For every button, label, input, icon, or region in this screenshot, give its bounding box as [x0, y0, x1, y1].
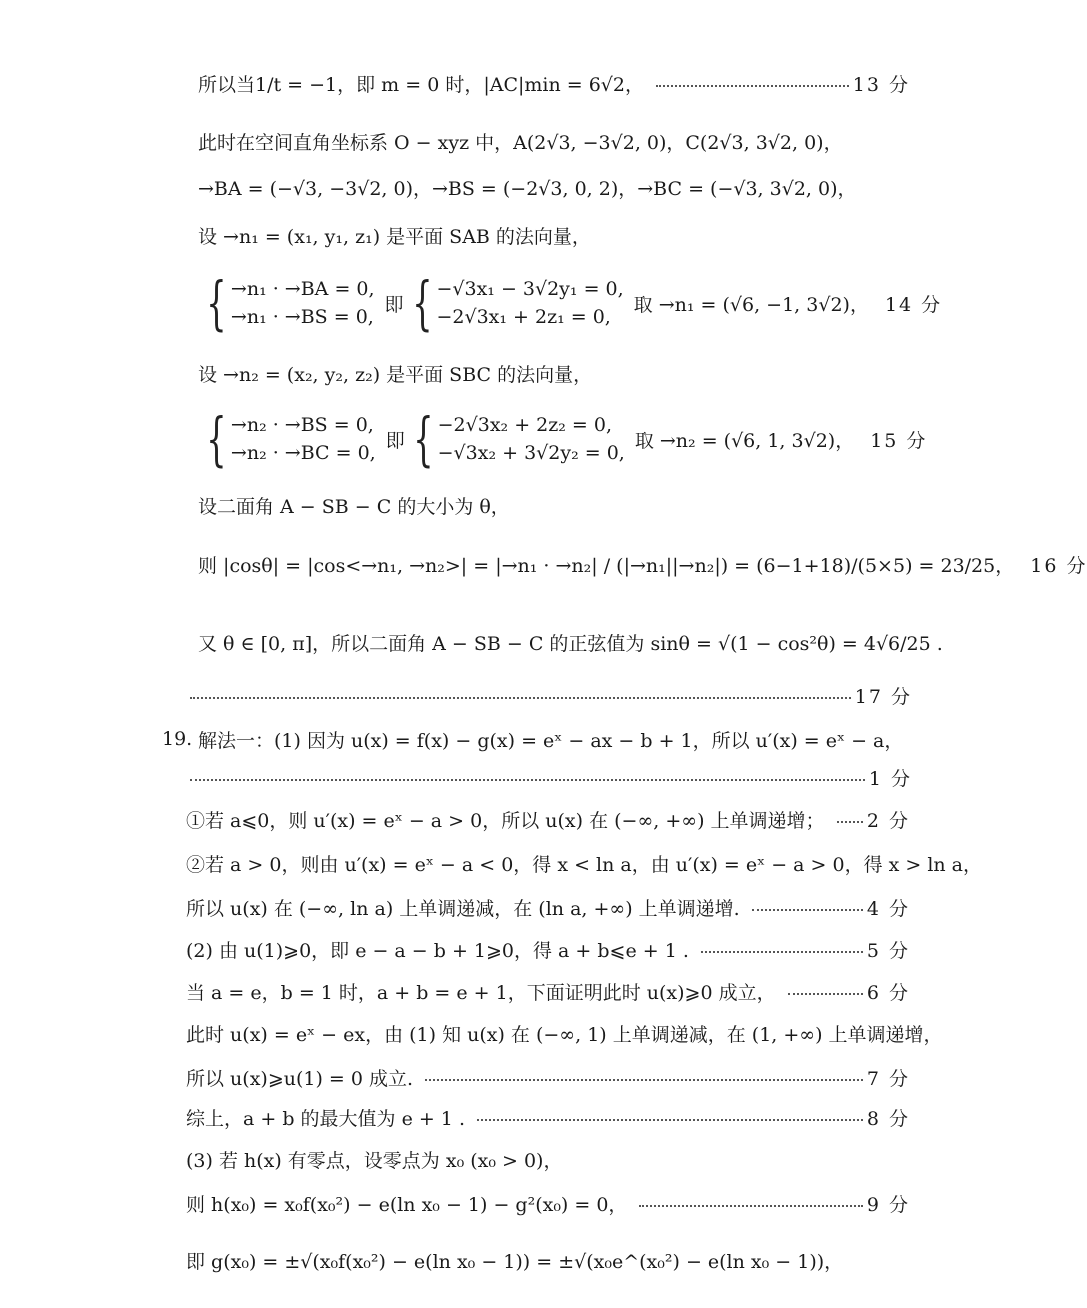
solution-line-13	[186, 802, 910, 836]
line-text: 所以当1/t = −1，即 m = 0 时，|AC|min = 6√2，	[198, 73, 644, 96]
system-row: →n₁ · →BS = 0,	[230, 306, 374, 328]
line-text: 又 θ ∈ [0, π]，所以二面角 A − SB − C 的正弦值为 sinθ = √(1 − cos²θ) = 4√6/25 .	[198, 632, 943, 655]
line-text: 设 →n₂ = (x₂, y₂, z₂) 是平面 SBC 的法向量，	[198, 363, 593, 386]
connector-word: 即	[385, 429, 405, 452]
solution-line-6	[198, 356, 910, 390]
line-text: 此时在空间直角坐标系 O − xyz 中，A(2√3, −3√2, 0)，C(2√3, 3√2, 0)，	[198, 131, 843, 154]
solution-line-17	[186, 974, 910, 1008]
dotted-leader	[639, 1205, 862, 1207]
system-row: −2√3x₂ + 2z₂ = 0,	[437, 414, 613, 436]
solution-line-21	[186, 1142, 910, 1176]
line-text: 所以 u(x) 在 (−∞, ln a) 上单调递减，在 (ln a, +∞) 上单调递增.	[186, 897, 740, 920]
score-mark: 7 分	[866, 1067, 910, 1090]
score-mark: 16 分	[1030, 554, 1087, 577]
brace-icon: {	[206, 269, 227, 337]
score-mark: 4 分	[866, 897, 910, 920]
equation-system-2	[198, 404, 928, 474]
dotted-leader	[701, 951, 863, 953]
solution-line-22	[186, 1186, 910, 1220]
dotted-leader	[190, 779, 865, 781]
solution-line-16	[186, 932, 910, 966]
brace-icon: {	[413, 405, 434, 473]
score-mark: 14 分	[884, 293, 943, 316]
line-text: ②若 a > 0，则由 u′(x) = eˣ − a < 0，得 x < ln a，由 u′(x) = eˣ − a > 0，得 x > ln a，	[186, 853, 983, 876]
dotted-leader	[425, 1079, 863, 1081]
dotted-leader	[477, 1119, 863, 1121]
solution-line-19	[186, 1060, 910, 1094]
score-mark: 15 分	[870, 429, 928, 452]
score-leader-17	[190, 680, 912, 710]
system-right	[404, 269, 624, 337]
solution-line-10	[198, 622, 943, 662]
question-19-header	[162, 722, 910, 756]
system-row: −√3x₁ − 3√2y₁ = 0,	[436, 278, 624, 300]
system-right	[405, 405, 625, 473]
brace-icon: {	[411, 269, 433, 337]
line-text: 则 |cosθ| = |cos<→n₁, →n₂>| = |→n₁ · →n₂| / (|→n₁||→n₂|) = (6−1+18)/(5×5) = 23/25，	[198, 554, 1015, 577]
line-text: 取 →n₂ = (√6, 1, 3√2)，	[634, 429, 855, 452]
line-text: 取 →n₁ = (√6, −1, 3√2)，	[633, 293, 869, 316]
dotted-leader	[190, 697, 851, 699]
system-row: →n₂ · →BS = 0,	[230, 414, 374, 436]
dotted-leader	[837, 821, 863, 823]
solution-line-18	[186, 1016, 943, 1050]
score-mark: 9 分	[866, 1193, 910, 1216]
line-text: 即 g(x₀) = ±√(x₀f(x₀²) − e(ln x₀ − 1)) = ±√(x₀e^(x₀²) − e(ln x₀ − 1))，	[186, 1250, 844, 1273]
brace-icon: {	[206, 405, 227, 473]
score-mark: 2 分	[866, 809, 910, 832]
question-number: 19.	[162, 728, 193, 750]
solution-line-4	[198, 218, 910, 252]
solution-line-9	[198, 544, 1087, 584]
solution-line-1	[198, 66, 910, 100]
line-text: 设 →n₁ = (x₁, y₁, z₁) 是平面 SAB 的法向量，	[198, 225, 591, 248]
solution-line-20	[186, 1100, 910, 1134]
dotted-leader	[656, 85, 849, 87]
line-text: 设二面角 A − SB − C 的大小为 θ，	[198, 495, 510, 518]
score-mark: 8 分	[866, 1107, 910, 1130]
system-row: →n₁ · →BA = 0,	[230, 278, 375, 300]
solution-line-23	[186, 1240, 910, 1280]
line-text: 此时 u(x) = eˣ − ex，由 (1) 知 u(x) 在 (−∞, 1) 上单调递减，在 (1, +∞) 上单调递增，	[186, 1023, 943, 1046]
solution-line-2	[198, 124, 910, 158]
solution-line-15	[186, 890, 910, 924]
score-mark: 1 分	[868, 767, 912, 790]
system-left	[198, 269, 375, 337]
line-text: 所以 u(x)⩾u(1) = 0 成立.	[186, 1067, 414, 1090]
line-text: 则 h(x₀) = x₀f(x₀²) − e(ln x₀ − 1) − g²(x₀) = 0，	[186, 1193, 628, 1216]
connector-word: 即	[384, 293, 404, 316]
solution-line-8	[198, 488, 910, 522]
system-left	[198, 405, 376, 473]
score-mark: 13 分	[852, 73, 910, 96]
line-text: ①若 a⩽0，则 u′(x) = eˣ − a > 0，所以 u(x) 在 (−∞, +∞) 上单调递增；	[186, 809, 825, 832]
system-row: −√3x₂ + 3√2y₂ = 0,	[437, 442, 625, 464]
line-text: 综上，a + b 的最大值为 e + 1 .	[186, 1107, 465, 1130]
score-mark: 6 分	[866, 981, 910, 1004]
score-leader-1	[190, 762, 912, 792]
line-text: →BA = (−√3, −3√2, 0)，→BS = (−2√3, 0, 2)，→BC = (−√3, 3√2, 0)，	[198, 177, 857, 200]
score-mark: 5 分	[866, 939, 910, 962]
system-row: −2√3x₁ + 2z₁ = 0,	[436, 306, 611, 328]
dotted-leader	[752, 909, 863, 911]
solution-line-3	[198, 170, 910, 204]
line-text: 当 a = e，b = 1 时，a + b = e + 1，下面证明此时 u(x)⩾0 成立，	[186, 981, 776, 1004]
line-text: 解法一：(1) 因为 u(x) = f(x) − g(x) = eˣ − ax − b + 1，所以 u′(x) = eˣ − a，	[198, 729, 904, 752]
equation-system-1	[198, 268, 943, 338]
score-mark: 17 分	[854, 685, 912, 708]
solution-line-14	[186, 846, 983, 880]
line-text: (3) 若 h(x) 有零点，设零点为 x₀ (x₀ > 0)，	[186, 1149, 563, 1172]
system-row: →n₂ · →BC = 0,	[230, 442, 376, 464]
line-text: (2) 由 u(1)⩾0，即 e − a − b + 1⩾0，得 a + b⩽e + 1 .	[186, 939, 689, 962]
dotted-leader	[788, 993, 863, 995]
